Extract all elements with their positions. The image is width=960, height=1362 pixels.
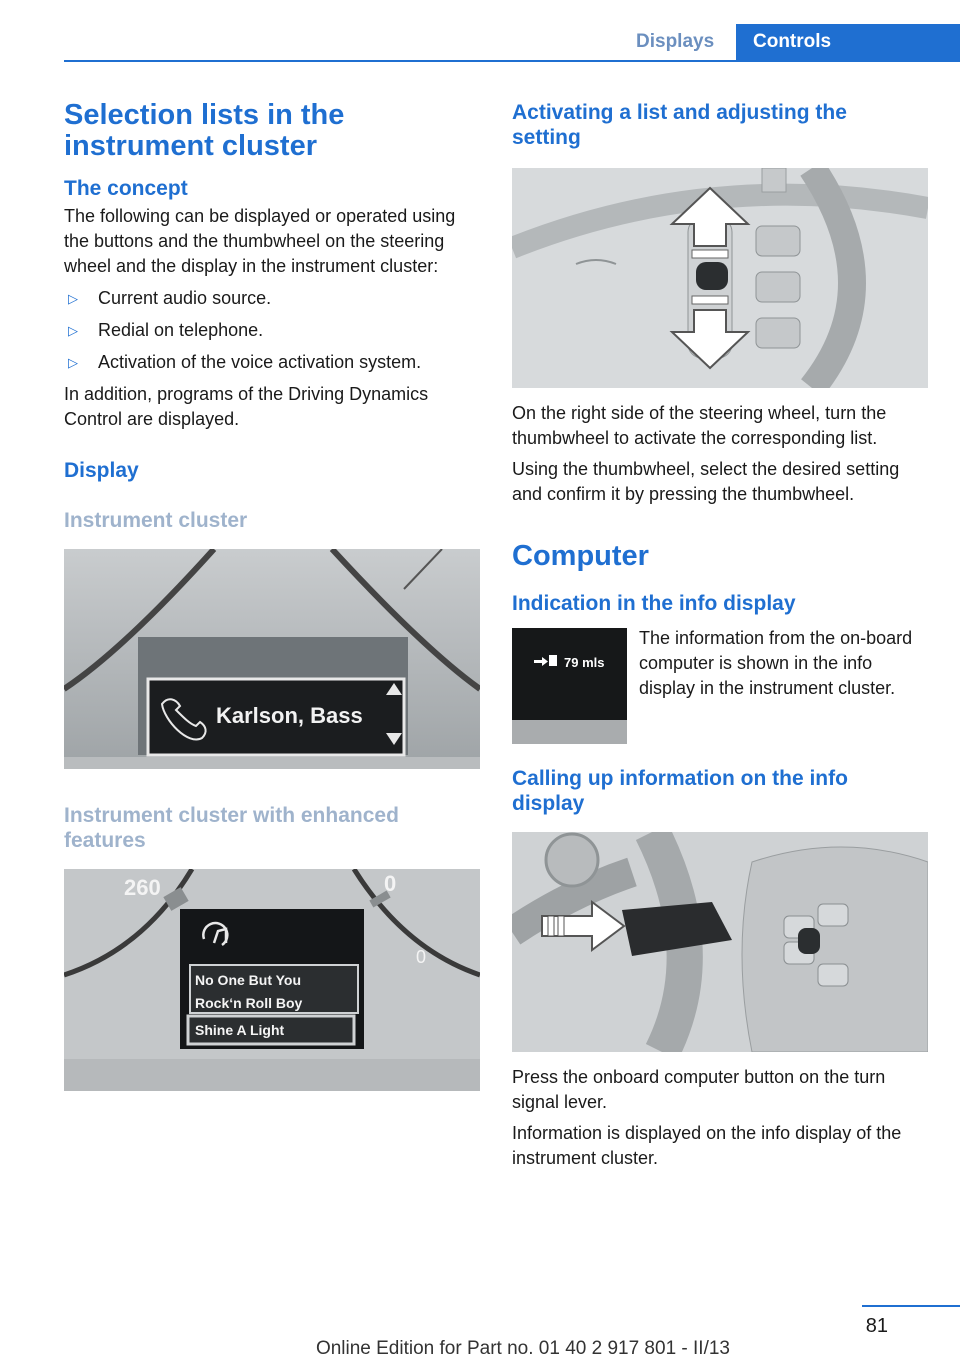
computer-title: Computer — [512, 540, 649, 572]
section-title: Selection lists in the instrument cluster — [64, 99, 345, 162]
calling-text-1: Press the onboard computer button on the turn signal lever. — [512, 1067, 886, 1112]
indication-heading: Indication in the info display — [512, 592, 796, 615]
list-item: ▷ Current audio source. — [64, 286, 480, 311]
info-display-illustration — [512, 628, 627, 744]
thumbwheel-figure — [512, 168, 928, 388]
page-number: 81 — [865, 1315, 888, 1337]
turn-signal-lever-illustration — [512, 832, 928, 1052]
concept-list — [64, 286, 480, 375]
track-2: Rock‘n Roll Boy — [195, 995, 303, 1011]
header-chapter-tab: Controls — [736, 24, 960, 62]
instrument-cluster-subheading: Instrument cluster — [64, 509, 248, 532]
bullet-triangle-icon: ▷ — [68, 291, 78, 306]
indication-block — [512, 626, 928, 742]
enhanced-cluster-subheading: Instrument cluster with enhanced features — [64, 804, 399, 852]
activating-text-2: Using the thumbwheel, select the desired setting and confirm it by pressing the thumbwheel. — [512, 459, 900, 504]
header-rule — [64, 60, 960, 62]
left-column — [64, 100, 480, 1091]
range-readout: 79 mls — [564, 655, 605, 670]
turn-signal-figure — [512, 832, 928, 1052]
info-display-figure — [512, 628, 627, 744]
list-item: ▷ Redial on telephone. — [64, 318, 480, 343]
steering-wheel-thumbwheel-illustration — [512, 168, 928, 388]
instrument-cluster-illustration — [64, 549, 480, 769]
activating-text-1: On the right side of the steering wheel, turn the thumbwheel to activate the corresponding list. — [512, 403, 887, 448]
list-item: ▷ Activation of the voice activation system. — [64, 350, 480, 375]
calling-text-2: Information is displayed on the info display of the instrument cluster. — [512, 1123, 902, 1168]
calling-heading: Calling up information on the info display — [512, 767, 848, 815]
instrument-cluster-figure — [64, 549, 480, 769]
edition-note: Online Edition for Part no. 01 40 2 917 801 - II/13 — [315, 1338, 730, 1359]
concept-addition: In addition, programs of the Driving Dynamics Control are displayed. — [64, 384, 429, 429]
header-section: Displays — [636, 31, 715, 52]
bullet-triangle-icon: ▷ — [68, 323, 78, 338]
track-1: No One But You — [195, 972, 302, 988]
zero-label: 0 — [384, 871, 397, 896]
concept-intro: The following can be displayed or operated using the buttons and the thumbwheel on the steering wheel and the display in the instrument cluster: — [64, 206, 456, 276]
activating-heading: Activating a list and adjusting the setting — [512, 101, 847, 149]
enhanced-cluster-illustration — [64, 869, 480, 1091]
indication-text: The information from the on-board computer is shown in the info display in the instrument cluster. — [639, 628, 913, 698]
track-3-selected: Shine A Light — [195, 1022, 285, 1038]
scale-zero-label: 0 — [416, 947, 427, 967]
concept-heading: The concept — [64, 177, 188, 200]
contact-name: Karlson, Bass — [216, 703, 363, 728]
display-heading: Display — [64, 459, 139, 482]
enhanced-cluster-figure — [64, 869, 480, 1091]
right-column — [512, 100, 928, 1171]
footer-rule — [862, 1305, 960, 1307]
speed-label: 260 — [124, 875, 161, 900]
bullet-triangle-icon: ▷ — [68, 355, 78, 370]
